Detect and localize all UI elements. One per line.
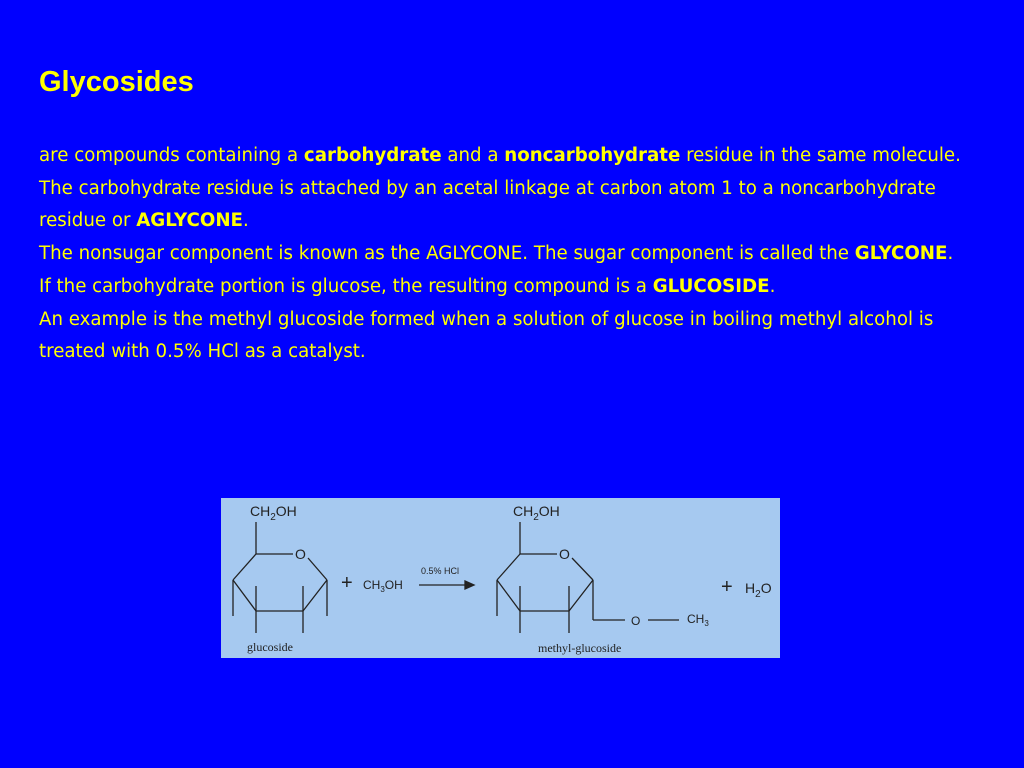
catalyst-label: 0.5% HCl: [421, 566, 460, 576]
text-run: residue in the same molecule.: [680, 145, 961, 166]
product-label: methyl-glucoside: [538, 641, 622, 655]
paragraph-definition: [39, 140, 989, 173]
text-run: An example is the methyl glucoside formed when a solution of glucose in boiling methyl alcohol is treated with 0.5% HCl as a catalyst.: [39, 308, 934, 363]
paragraph-example: [39, 304, 989, 369]
methanol: $CH_3OH$: [363, 578, 403, 594]
text-run: The carbohydrate residue is attached by an acetal linkage at carbon atom 1 to a noncarbohydrate residue or: [39, 177, 936, 232]
product-ring: [497, 522, 679, 633]
term-carbohydrate: carbohydrate: [303, 145, 442, 166]
term-glycone: GLYCONE: [854, 243, 948, 265]
product-ch2oh: $CH_2OH$: [513, 503, 560, 523]
text-run: and a: [441, 145, 505, 166]
text-run: If the carbohydrate portion is glucose, the resulting compound is a: [39, 275, 653, 297]
reactant-ring: [233, 522, 327, 633]
reaction-svg: [221, 498, 780, 658]
text-run: .: [947, 243, 954, 265]
reaction-diagram: [221, 498, 780, 658]
water: $H_2O$: [745, 580, 772, 600]
reactant-label: glucoside: [247, 640, 293, 654]
slide-body: [39, 140, 989, 369]
text-run: .: [769, 275, 776, 297]
paragraph-glucoside: [39, 271, 989, 304]
reaction-arrow: [419, 581, 474, 589]
term-aglycone: AGLYCONE: [136, 210, 243, 232]
term-noncarbohydrate: noncarbohydrate: [504, 145, 681, 166]
plus-sign: +: [341, 572, 353, 594]
slide-title: Glycosides: [39, 66, 194, 98]
reactant-ring-oxygen: O: [295, 546, 306, 562]
term-glucoside: GLUCOSIDE: [652, 275, 770, 297]
methyl-group: $CH_3$: [687, 612, 709, 628]
reactant-ch2oh: $CH_2OH$: [250, 503, 297, 523]
methoxy-oxygen: O: [631, 614, 641, 628]
text-run: are compounds containing a: [39, 145, 304, 166]
text-run: The nonsugar component is known as the AGLYCONE. The sugar component is called the: [39, 243, 855, 265]
paragraph-acetal-linkage: [39, 173, 989, 238]
plus-sign: +: [721, 576, 733, 598]
product-ring-oxygen: O: [559, 546, 570, 562]
paragraph-components: [39, 238, 989, 271]
text-run: .: [242, 210, 249, 232]
